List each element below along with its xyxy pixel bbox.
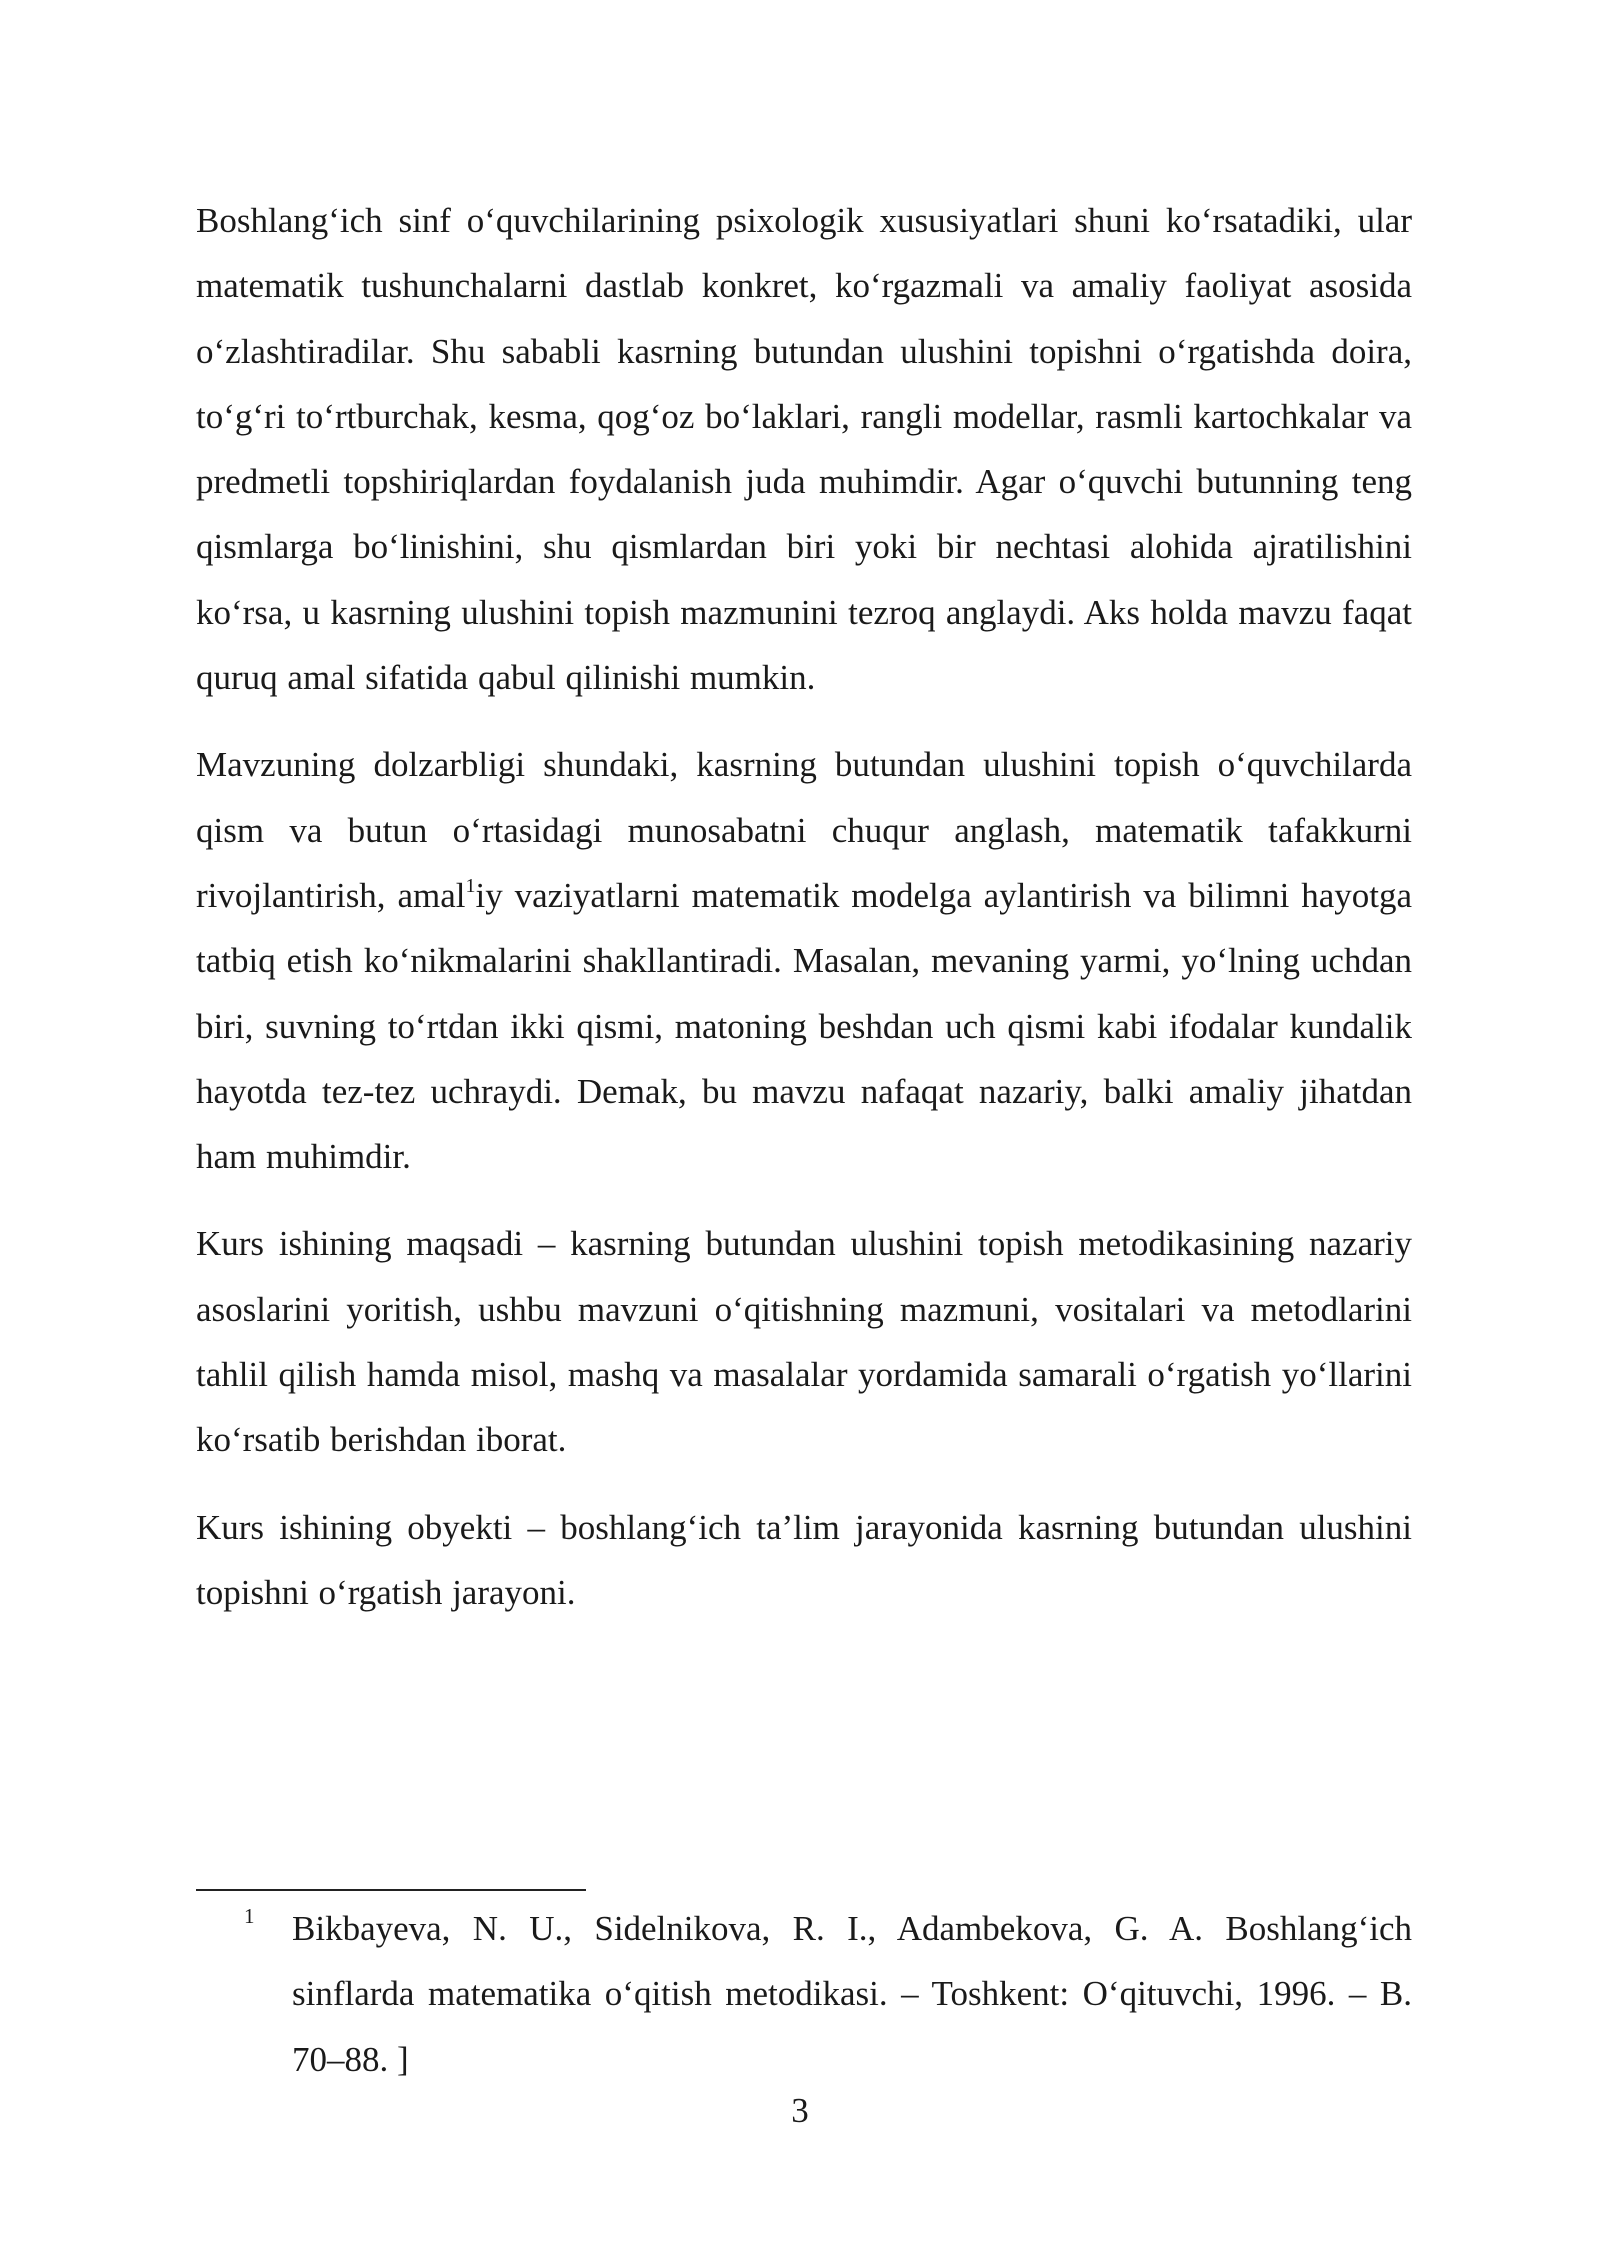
footnote-divider	[196, 1889, 586, 1891]
paragraph-relevance-text-start: Mavzuning dolzarbligi shundaki, kasrning butundan ulushini topish o‘quvchilarda qism va butun o‘rtasidagi munosabatni chuqur anglash, matematik tafakkurni rivojlantirish, amal	[196, 745, 1412, 915]
paragraph-relevance	[196, 732, 1412, 1189]
body-text	[196, 188, 1412, 1647]
footnote	[196, 1896, 1412, 2092]
page-number: 3	[791, 2091, 809, 2130]
paragraph-object: Kurs ishining obyekti – boshlang‘ich ta’lim jarayonida kasrning butundan ulushini topishni o‘rgatish jarayoni.	[196, 1507, 1412, 1612]
footnote-text: Bikbayeva, N. U., Sidelnikova, R. I., Adambekova, G. A. Boshlang‘ich sinflarda matematika o‘qitish metodikasi. – Toshkent: O‘qituvchi, 1996. – B. 70–88. ]	[292, 1909, 1412, 2079]
paragraph-relevance-text-end: iy vaziyatlarni matematik modelga aylantirish va bilimni hayotga tatbiq etish ko‘nikmalarini shakllantiradi. Masalan, mevaning yarmi, yo‘lning uchdan biri, suvning to‘rtdan ikki qismi, matoning beshdan uch qismi kabi ifodalar kundalik hayotda tez-tez uchraydi. Demak, bu mavzu nafaqat nazariy, balki amaliy jihatdan ham muhimdir.	[196, 875, 1412, 1177]
footnote-mark: 1	[244, 1904, 255, 1928]
paragraph-psychology: Boshlang‘ich sinf o‘quvchilarining psixologik xususiyatlari shuni ko‘rsatadiki, ular matematik tushunchalarni dastlab konkret, ko‘rgazmali va amaliy faoliyat asosida o‘zlashtiradilar. Shu sababli kasrning butundan ulushini topishni o‘rgatishda doira, to‘g‘ri to‘rtburchak, kesma, qog‘oz bo‘laklari, rangli modellar, rasmli kartochkalar va predmetli topshiriqlardan foydalanish juda muhimdir. Agar o‘quvchi butunning teng qismlarga bo‘linishini, shu qismlardan biri yoki bir nechtasi alohida ajratilishini ko‘rsa, u kasrning ulushini topish mazmunini tezroq anglaydi. Aks holda mavzu faqat quruq amal sifatida qabul qilinishi mumkin.	[196, 201, 1412, 698]
paragraph-goal: Kurs ishining maqsadi – kasrning butundan ulushini topish metodikasining nazariy asoslarini yoritish, ushbu mavzuni o‘qitishning mazmuni, vositalari va metodlarini tahlil qilish hamda misol, mashq va masalalar yordamida samarali o‘rgatish yo‘llarini ko‘rsatib berishdan iborat.	[196, 1224, 1412, 1460]
footnote-reference[interactable]: 1	[465, 875, 476, 898]
